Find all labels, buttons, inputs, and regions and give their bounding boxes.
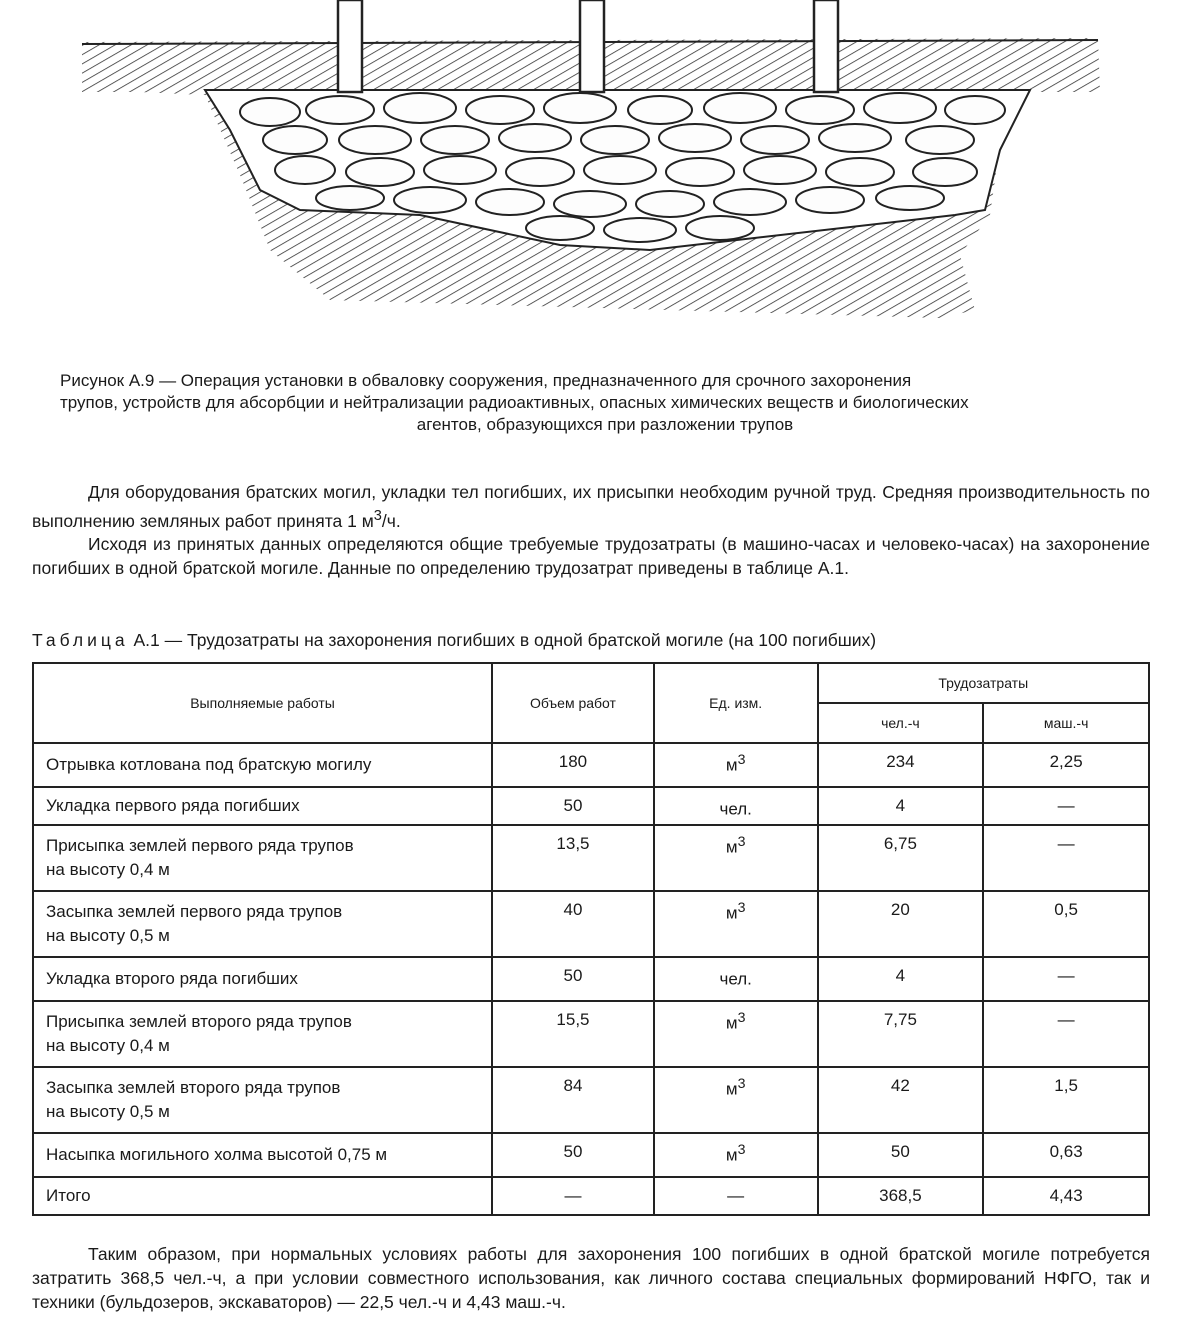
table-row [33,891,1149,957]
row-unit-text: м [725,1079,738,1099]
row-unit-sup: 3 [737,752,746,768]
row-work-line1: Насыпка могильного холма высотой 0,75 м [46,1145,388,1164]
table-title-text: А.1 — Трудозатраты на захоронения погибших в одной братской могиле (на 100 погибших) [133,630,877,650]
row-unit [654,825,818,891]
final-paragraph [32,1242,1150,1314]
row-man-hours: 368,5 [818,1177,984,1215]
table-row [33,787,1149,825]
table-row [33,1133,1149,1177]
row-work [33,1001,492,1067]
row-unit-text: — [727,1186,745,1205]
row-volume: 13,5 [492,825,654,891]
row-work [33,891,492,957]
row-work-line1: Засыпка землей первого ряда трупов [46,902,343,921]
row-unit [654,891,818,957]
paragraph-2 [32,532,1150,580]
row-work-line1: Укладка первого ряда погибших [46,796,300,815]
row-man-hours: 7,75 [818,1001,984,1067]
figure-caption [60,370,1150,436]
row-work-line1: Итого [46,1186,91,1205]
row-unit [654,787,818,825]
row-unit-sup: 3 [737,1010,746,1026]
row-work [33,957,492,1001]
row-man-hours: 234 [818,743,984,787]
table-row [33,957,1149,1001]
row-work-line2: на высоту 0,5 м [46,926,170,945]
header-volume: Объем работ [492,663,654,743]
row-volume: 50 [492,957,654,1001]
row-unit-sup: 3 [737,834,746,850]
row-work-line2: на высоту 0,4 м [46,1036,170,1055]
table-row [33,1067,1149,1133]
paragraph-2-text: Исходя из принятых данных определяются общие требуемые трудозатраты (в машино-часах и человеко-часах) на захоронение погибших в одной братской могиле. Данные по определению трудозатрат приведены в таблице А.1. [32,534,1150,578]
header-machine-hours: маш.-ч [983,703,1149,743]
row-volume: 50 [492,787,654,825]
row-volume: 84 [492,1067,654,1133]
row-man-hours: 42 [818,1067,984,1133]
row-unit [654,1067,818,1133]
figure-a9 [0,0,1200,360]
row-machine-hours: 0,5 [983,891,1149,957]
paragraph-1-sup: 3 [373,508,382,524]
caption-line-2: трупов, устройств для абсорбции и нейтрализации радиоактивных, опасных химических веществ и биологических [60,393,969,412]
row-work-line1: Укладка второго ряда погибших [46,969,298,988]
row-unit-sup: 3 [737,1142,746,1158]
row-volume: 40 [492,891,654,957]
row-work [33,825,492,891]
table-title [32,628,1150,652]
row-unit-text: чел. [719,969,752,989]
paragraph-1 [32,480,1150,533]
row-unit-sup: 3 [737,1076,746,1092]
row-volume: 180 [492,743,654,787]
row-work [33,1067,492,1133]
row-unit-text: м [725,837,738,857]
row-work-line1: Засыпка землей второго ряда трупов [46,1078,341,1097]
paragraph-1-text: Для оборудования братских могил, укладки тел погибших, их присыпки необходим ручной труд. Средняя производительность по выполнению земляных работ принята 1 м [32,482,1150,531]
row-work-line1: Присыпка землей первого ряда трупов [46,836,354,855]
row-man-hours: 20 [818,891,984,957]
row-unit-text: м [725,903,738,923]
row-unit [654,957,818,1001]
caption-line-1: Рисунок А.9 — Операция установки в обваловку сооружения, предназначенного для срочного захоронения [60,371,912,390]
row-work [33,1133,492,1177]
row-machine-hours: 2,25 [983,743,1149,787]
row-unit [654,743,818,787]
row-work-line1: Отрывка котлована под братскую могилу [46,755,372,774]
table-row-total [33,1177,1149,1215]
row-work [33,787,492,825]
row-unit-text: м [725,1145,738,1165]
row-unit-text: чел. [719,799,752,819]
row-unit-text: м [725,755,738,775]
row-unit-sup: 3 [737,900,746,916]
header-work: Выполняемые работы [33,663,492,743]
row-man-hours: 6,75 [818,825,984,891]
burial-pit-diagram [0,0,1200,360]
table-row [33,743,1149,787]
row-volume: 50 [492,1133,654,1177]
header-man-hours: чел.-ч [818,703,984,743]
final-paragraph-text: Таким образом, при нормальных условиях работы для захоронения 100 погибших в одной братской могиле потребуется затратить 368,5 чел.-ч, а при условии совместного использования, как личного состава специальных формирований НФГО, так и техники (бульдозеров, экскаваторов) — 22,5 чел.-ч и 4,43 маш.-ч. [32,1244,1150,1312]
row-machine-hours: — [983,787,1149,825]
row-volume: 15,5 [492,1001,654,1067]
row-work [33,1177,492,1215]
row-machine-hours: 1,5 [983,1067,1149,1133]
row-work [33,743,492,787]
table-row [33,825,1149,891]
row-unit [654,1001,818,1067]
row-work-line2: на высоту 0,4 м [46,860,170,879]
row-unit-text: м [725,1013,738,1033]
row-man-hours: 4 [818,957,984,1001]
row-machine-hours: 4,43 [983,1177,1149,1215]
row-machine-hours: — [983,1001,1149,1067]
row-unit [654,1177,818,1215]
row-work-line1: Присыпка землей второго ряда трупов [46,1012,352,1031]
labor-cost-table [32,662,1150,1216]
table-row [33,1001,1149,1067]
caption-line-3: агентов, образующихся при разложении трупов [416,415,794,434]
row-machine-hours: — [983,957,1149,1001]
row-machine-hours: — [983,825,1149,891]
row-volume: — [492,1177,654,1215]
row-work-line2: на высоту 0,5 м [46,1102,170,1121]
row-machine-hours: 0,63 [983,1133,1149,1177]
header-labor: Трудозатраты [818,663,1149,703]
table-title-label: Таблица [32,630,129,650]
row-unit [654,1133,818,1177]
row-man-hours: 4 [818,787,984,825]
row-man-hours: 50 [818,1133,984,1177]
header-unit: Ед. изм. [654,663,818,743]
paragraph-1-tail: /ч. [381,510,401,531]
